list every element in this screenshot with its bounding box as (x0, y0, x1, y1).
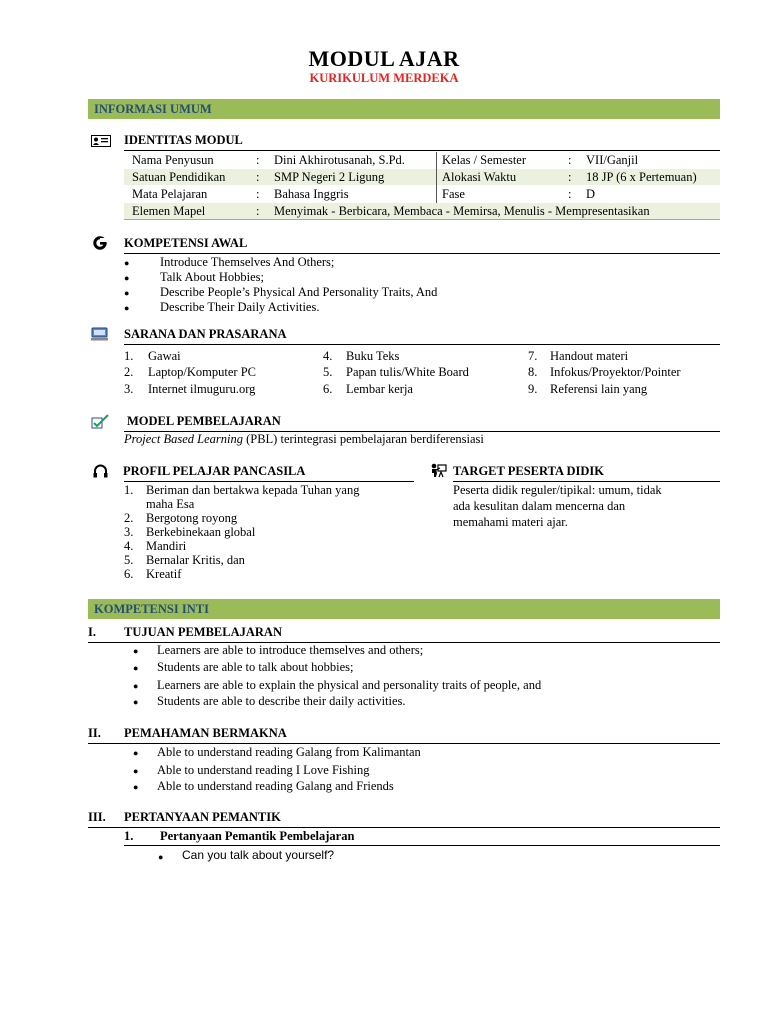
list-item: Learners are able to introduce themselves and others; (157, 643, 424, 657)
section-rule (124, 344, 720, 345)
identity-label: Elemen Mapel (132, 204, 206, 218)
list-item: Referensi lain yang (550, 382, 648, 396)
headphone-icon (93, 464, 108, 478)
list-item: Internet ilmuguru.org (148, 382, 256, 396)
document-title: MODUL AJAR (308, 46, 460, 71)
item-number: 3. (124, 382, 134, 396)
identity-row (124, 203, 720, 219)
colon: : (568, 153, 572, 167)
identity-label: Fase (442, 187, 465, 201)
list-item: Papan tulis/White Board (346, 365, 469, 379)
identity-row (124, 186, 720, 202)
bullet: ● (133, 782, 139, 792)
target-text-line: Peserta didik reguler/tipikal: umum, tidak (453, 483, 662, 497)
list-item: Beriman dan bertakwa kepada Tuhan yang (146, 483, 360, 497)
identity-value: Bahasa Inggris (274, 187, 349, 201)
identity-row (124, 169, 720, 185)
target-text-line: memahami materi ajar. (453, 515, 568, 529)
subsection-title: Pertanyaan Pemantik Pembelajaran (160, 829, 355, 843)
bullet: ● (124, 258, 130, 268)
id-card-icon (91, 135, 111, 147)
identity-value: Menyimak - Berbicara, Membaca - Memirsa, Menulis - Mempresentasikan (274, 204, 650, 218)
bullet: ● (133, 748, 139, 758)
list-item: Able to understand reading Galang from Kalimantan (157, 745, 421, 759)
identity-label: Satuan Pendidikan (132, 170, 226, 184)
item-number: 4. (323, 349, 333, 363)
list-item: Able to understand reading Galang and Friends (157, 779, 394, 793)
bullet: ● (133, 766, 139, 776)
list-item: Handout materi (550, 349, 629, 363)
list-item: Lembar kerja (346, 382, 413, 396)
section-title-kompetensi-awal: KOMPETENSI AWAL (124, 236, 248, 250)
g-logo-icon (93, 236, 107, 250)
item-number: 5. (124, 553, 134, 567)
list-item: Can you talk about yourself? (182, 848, 335, 862)
section-band-kompetensi-inti: KOMPETENSI INTI (88, 599, 720, 619)
item-number: 7. (528, 349, 538, 363)
list-item: Infokus/Proyektor/Pointer (550, 365, 681, 379)
list-item: Students are able to talk about hobbies; (157, 660, 354, 674)
section-number: I. (88, 625, 96, 639)
bullet: ● (133, 646, 139, 656)
identity-label: Nama Penyusun (132, 153, 214, 167)
section-title-pemahaman: PEMAHAMAN BERMAKNA (124, 726, 287, 740)
bullet: ● (133, 663, 139, 673)
section-title-target: TARGET PESERTA DIDIK (453, 464, 604, 478)
section-rule (453, 481, 720, 482)
list-item: Buku Teks (346, 349, 400, 363)
colon: : (256, 170, 260, 184)
section-title-profil: PROFIL PELAJAR PANCASILA (123, 464, 306, 478)
bullet: ● (124, 303, 130, 313)
item-number: 5. (323, 365, 333, 379)
section-title-model: MODEL PEMBELAJARAN (127, 414, 281, 428)
colon: : (256, 153, 260, 167)
subsection-rule (124, 845, 720, 846)
teacher-icon (430, 463, 447, 478)
list-item: Able to understand reading I Love Fishing (157, 763, 370, 777)
list-item: Berkebinekaan global (146, 525, 256, 539)
section-number: II. (88, 726, 101, 740)
item-number: 6. (323, 382, 333, 396)
section-rule (124, 253, 720, 254)
colon: : (568, 187, 572, 201)
identity-value: VII/Ganjil (586, 153, 639, 167)
section-band-informasi-umum: INFORMASI UMUM (88, 99, 720, 119)
identity-label: Mata Pelajaran (132, 187, 208, 201)
table-bottom-rule (124, 219, 720, 220)
identity-value: D (586, 187, 596, 201)
item-number: 9. (528, 382, 538, 396)
target-text-line: ada kesulitan dalam mencerna dan (453, 499, 626, 513)
identity-row (124, 152, 720, 168)
section-number: III. (88, 810, 106, 824)
list-item: Bernalar Kritis, dan (146, 553, 245, 567)
list-item: Learners are able to explain the physical and personality traits of people, and (157, 678, 542, 692)
list-item: Talk About Hobbies; (160, 270, 264, 284)
identity-value: Dini Akhirotusanah, S.Pd. (274, 153, 405, 167)
colon: : (568, 170, 572, 184)
list-item: Kreatif (146, 567, 182, 581)
section-title-pertanyaan: PERTANYAAN PEMANTIK (124, 810, 281, 824)
list-item: Describe Their Daily Activities. (160, 300, 320, 314)
colon: : (256, 204, 260, 218)
section-title-sarana: SARANA DAN PRASARANA (124, 327, 287, 341)
section-rule (124, 150, 720, 151)
list-item-continuation: maha Esa (146, 497, 195, 511)
list-item: Introduce Themselves And Others; (160, 255, 335, 269)
identity-value: 18 JP (6 x Pertemuan) (586, 170, 697, 184)
subsection-number: 1. (124, 829, 134, 843)
identity-label: Kelas / Semester (442, 153, 527, 167)
list-item: Laptop/Komputer PC (148, 365, 256, 379)
list-item: Students are able to describe their daily activities. (157, 694, 406, 708)
colon: : (256, 187, 260, 201)
list-item: Gawai (148, 349, 181, 363)
item-number: 3. (124, 525, 134, 539)
table-divider (436, 152, 437, 203)
computer-icon (91, 327, 108, 341)
section-title-tujuan: TUJUAN PEMBELAJARAN (124, 625, 282, 639)
identity-label: Alokasi Waktu (442, 170, 517, 184)
section-title-identitas: IDENTITAS MODUL (124, 133, 243, 147)
document-subtitle: KURIKULUM MERDEKA (309, 71, 459, 85)
model-description (124, 432, 484, 447)
section-rule (88, 827, 720, 828)
model-rest: (PBL) terintegrasi pembelajaran berdiferensiasi (242, 432, 484, 446)
item-number: 8. (528, 365, 538, 379)
item-number: 1. (124, 349, 134, 363)
section-rule (124, 481, 414, 482)
item-number: 2. (124, 365, 134, 379)
bullet: ● (158, 852, 164, 862)
bullet: ● (133, 681, 139, 691)
item-number: 4. (124, 539, 134, 553)
item-number: 2. (124, 511, 134, 525)
item-number: 1. (124, 483, 134, 497)
model-name: Project Based Learning (124, 432, 243, 446)
bullet: ● (124, 288, 130, 298)
list-item: Bergotong royong (146, 511, 238, 525)
checkbox-pen-icon (91, 414, 111, 429)
identity-value: SMP Negeri 2 Ligung (274, 170, 385, 184)
list-item: Mandiri (146, 539, 187, 553)
section-rule (88, 743, 720, 744)
bullet: ● (124, 273, 130, 283)
bullet: ● (133, 697, 139, 707)
list-item: Describe People’s Physical And Personality Traits, And (160, 285, 438, 299)
item-number: 6. (124, 567, 134, 581)
